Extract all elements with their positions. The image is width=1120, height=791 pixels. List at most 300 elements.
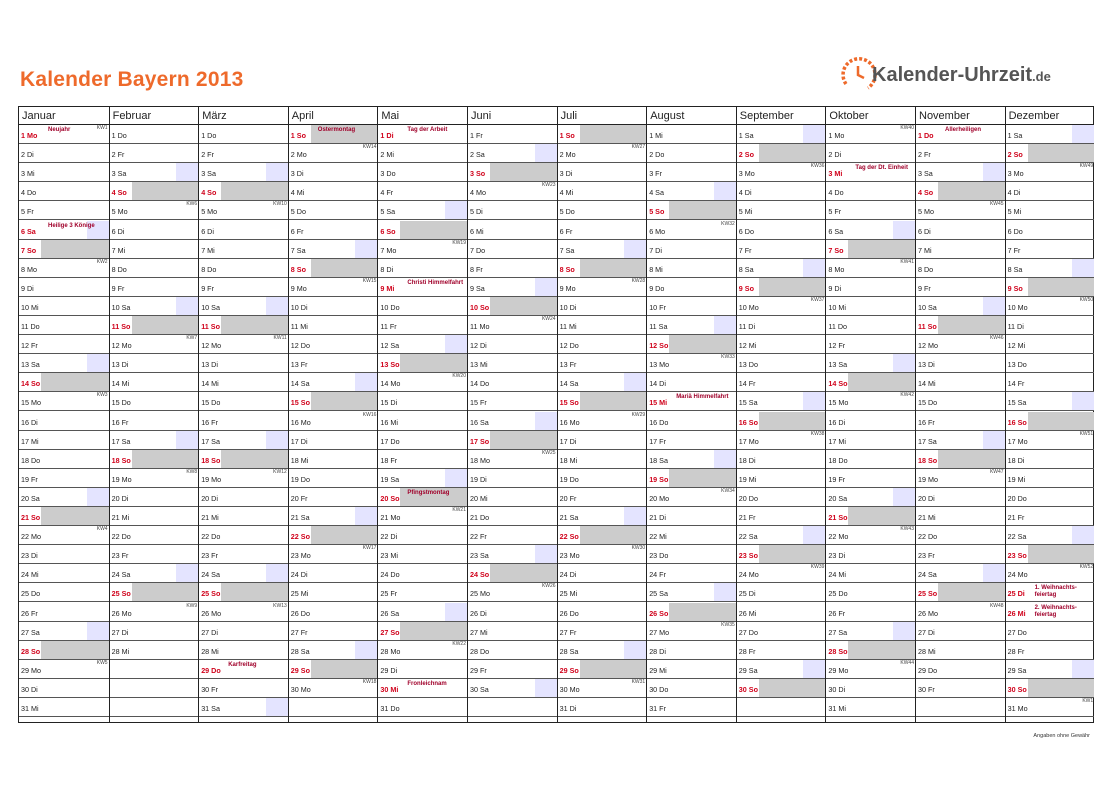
day-cell[interactable] xyxy=(647,240,736,259)
day-cell[interactable] xyxy=(110,373,199,392)
day-cell[interactable] xyxy=(468,259,557,278)
day-cell[interactable] xyxy=(378,144,467,163)
day-cell[interactable] xyxy=(19,469,109,488)
day-cell[interactable] xyxy=(916,603,1005,622)
day-cell[interactable] xyxy=(647,392,736,411)
day-cell[interactable] xyxy=(826,392,915,411)
day-cell[interactable] xyxy=(916,641,1005,660)
day-cell[interactable] xyxy=(378,354,467,373)
day-cell[interactable] xyxy=(558,163,647,182)
day-cell[interactable] xyxy=(468,163,557,182)
day-cell[interactable] xyxy=(19,163,109,182)
day-cell[interactable] xyxy=(19,450,109,469)
day-cell[interactable] xyxy=(19,392,109,411)
day-cell[interactable] xyxy=(289,221,378,240)
day-cell[interactable] xyxy=(110,622,199,641)
day-cell[interactable] xyxy=(737,583,826,602)
day-cell[interactable] xyxy=(19,545,109,564)
day-cell[interactable] xyxy=(289,564,378,583)
day-cell[interactable] xyxy=(378,373,467,392)
day-cell[interactable] xyxy=(468,221,557,240)
day-cell[interactable] xyxy=(558,144,647,163)
day-cell[interactable] xyxy=(289,125,378,144)
day-cell[interactable] xyxy=(199,297,288,316)
day-cell[interactable] xyxy=(826,144,915,163)
day-cell[interactable] xyxy=(378,450,467,469)
day-cell[interactable] xyxy=(737,373,826,392)
day-cell[interactable] xyxy=(199,545,288,564)
day-cell[interactable] xyxy=(378,240,467,259)
day-cell[interactable] xyxy=(199,240,288,259)
day-cell[interactable] xyxy=(19,125,109,144)
day-cell[interactable] xyxy=(737,221,826,240)
day-cell[interactable] xyxy=(110,354,199,373)
day-cell[interactable] xyxy=(289,545,378,564)
day-cell[interactable] xyxy=(289,278,378,297)
day-cell[interactable] xyxy=(737,469,826,488)
day-cell[interactable] xyxy=(826,469,915,488)
day-cell[interactable] xyxy=(1006,297,1095,316)
day-cell[interactable] xyxy=(19,335,109,354)
day-cell[interactable] xyxy=(378,622,467,641)
day-cell[interactable] xyxy=(199,259,288,278)
day-cell[interactable] xyxy=(110,240,199,259)
day-cell[interactable] xyxy=(19,564,109,583)
day-cell[interactable] xyxy=(468,240,557,259)
day-cell[interactable] xyxy=(199,182,288,201)
day-cell[interactable] xyxy=(737,545,826,564)
day-cell[interactable] xyxy=(110,316,199,335)
day-cell[interactable] xyxy=(826,488,915,507)
day-cell[interactable] xyxy=(468,564,557,583)
day-cell[interactable] xyxy=(1006,373,1095,392)
day-cell[interactable] xyxy=(737,201,826,220)
day-cell[interactable] xyxy=(19,201,109,220)
day-cell[interactable] xyxy=(826,182,915,201)
day-cell[interactable] xyxy=(19,354,109,373)
day-cell[interactable] xyxy=(647,507,736,526)
day-cell[interactable] xyxy=(468,144,557,163)
day-cell[interactable] xyxy=(1006,622,1095,641)
day-cell[interactable] xyxy=(916,564,1005,583)
day-cell[interactable] xyxy=(468,373,557,392)
day-cell[interactable] xyxy=(468,469,557,488)
day-cell[interactable] xyxy=(737,431,826,450)
day-cell[interactable] xyxy=(826,201,915,220)
day-cell[interactable] xyxy=(558,354,647,373)
day-cell[interactable] xyxy=(19,240,109,259)
day-cell[interactable] xyxy=(110,545,199,564)
day-cell[interactable] xyxy=(199,698,288,717)
day-cell[interactable] xyxy=(1006,163,1095,182)
day-cell[interactable] xyxy=(558,660,647,679)
day-cell[interactable] xyxy=(558,450,647,469)
day-cell[interactable] xyxy=(826,545,915,564)
day-cell[interactable] xyxy=(558,564,647,583)
day-cell[interactable] xyxy=(378,564,467,583)
day-cell[interactable] xyxy=(826,259,915,278)
day-cell[interactable] xyxy=(468,412,557,431)
day-cell[interactable] xyxy=(110,641,199,660)
day-cell[interactable] xyxy=(289,240,378,259)
day-cell[interactable] xyxy=(558,698,647,717)
day-cell[interactable] xyxy=(110,392,199,411)
day-cell[interactable] xyxy=(110,488,199,507)
day-cell[interactable] xyxy=(826,125,915,144)
day-cell[interactable] xyxy=(647,660,736,679)
day-cell[interactable] xyxy=(468,431,557,450)
day-cell[interactable] xyxy=(199,583,288,602)
day-cell[interactable] xyxy=(647,335,736,354)
day-cell[interactable] xyxy=(558,526,647,545)
day-cell[interactable] xyxy=(737,507,826,526)
day-cell[interactable] xyxy=(826,335,915,354)
day-cell[interactable] xyxy=(199,469,288,488)
day-cell[interactable] xyxy=(289,660,378,679)
day-cell[interactable] xyxy=(110,125,199,144)
day-cell[interactable] xyxy=(199,526,288,545)
day-cell[interactable] xyxy=(826,278,915,297)
day-cell[interactable] xyxy=(110,564,199,583)
day-cell[interactable] xyxy=(647,583,736,602)
day-cell[interactable] xyxy=(1006,698,1095,717)
day-cell[interactable] xyxy=(916,373,1005,392)
day-cell[interactable] xyxy=(199,450,288,469)
day-cell[interactable] xyxy=(826,221,915,240)
day-cell[interactable] xyxy=(1006,679,1095,698)
day-cell[interactable] xyxy=(916,125,1005,144)
day-cell[interactable] xyxy=(737,144,826,163)
day-cell[interactable] xyxy=(199,201,288,220)
day-cell[interactable] xyxy=(558,469,647,488)
day-cell[interactable] xyxy=(737,450,826,469)
day-cell[interactable] xyxy=(289,201,378,220)
day-cell[interactable] xyxy=(558,622,647,641)
day-cell[interactable] xyxy=(826,603,915,622)
day-cell[interactable] xyxy=(558,392,647,411)
day-cell[interactable] xyxy=(1006,278,1095,297)
day-cell[interactable] xyxy=(826,316,915,335)
day-cell[interactable] xyxy=(110,412,199,431)
day-cell[interactable] xyxy=(289,469,378,488)
day-cell[interactable] xyxy=(110,163,199,182)
day-cell[interactable] xyxy=(110,297,199,316)
day-cell[interactable] xyxy=(826,297,915,316)
day-cell[interactable] xyxy=(110,221,199,240)
day-cell[interactable] xyxy=(916,660,1005,679)
day-cell[interactable] xyxy=(647,297,736,316)
day-cell[interactable] xyxy=(468,392,557,411)
day-cell[interactable] xyxy=(916,182,1005,201)
day-cell[interactable] xyxy=(1006,259,1095,278)
day-cell[interactable] xyxy=(468,450,557,469)
day-cell[interactable] xyxy=(19,278,109,297)
day-cell[interactable] xyxy=(468,488,557,507)
day-cell[interactable] xyxy=(647,679,736,698)
day-cell[interactable] xyxy=(19,641,109,660)
day-cell[interactable] xyxy=(647,603,736,622)
day-cell[interactable] xyxy=(737,125,826,144)
day-cell[interactable] xyxy=(199,335,288,354)
day-cell[interactable] xyxy=(1006,641,1095,660)
day-cell[interactable] xyxy=(826,641,915,660)
day-cell[interactable] xyxy=(916,545,1005,564)
day-cell[interactable] xyxy=(199,507,288,526)
day-cell[interactable] xyxy=(558,412,647,431)
day-cell[interactable] xyxy=(19,583,109,602)
day-cell[interactable] xyxy=(1006,450,1095,469)
day-cell[interactable] xyxy=(916,278,1005,297)
day-cell[interactable] xyxy=(916,469,1005,488)
day-cell[interactable] xyxy=(647,698,736,717)
day-cell[interactable] xyxy=(289,412,378,431)
day-cell[interactable] xyxy=(647,450,736,469)
day-cell[interactable] xyxy=(558,373,647,392)
day-cell[interactable] xyxy=(558,221,647,240)
day-cell[interactable] xyxy=(647,221,736,240)
day-cell[interactable] xyxy=(199,354,288,373)
day-cell[interactable] xyxy=(1006,316,1095,335)
day-cell[interactable] xyxy=(558,182,647,201)
day-cell[interactable] xyxy=(289,182,378,201)
day-cell[interactable] xyxy=(199,622,288,641)
day-cell[interactable] xyxy=(737,392,826,411)
day-cell[interactable] xyxy=(199,660,288,679)
day-cell[interactable] xyxy=(826,450,915,469)
day-cell[interactable] xyxy=(199,641,288,660)
day-cell[interactable] xyxy=(558,278,647,297)
day-cell[interactable] xyxy=(1006,660,1095,679)
day-cell[interactable] xyxy=(558,316,647,335)
day-cell[interactable] xyxy=(199,144,288,163)
day-cell[interactable] xyxy=(647,564,736,583)
day-cell[interactable] xyxy=(826,526,915,545)
day-cell[interactable] xyxy=(199,488,288,507)
day-cell[interactable] xyxy=(378,679,467,698)
day-cell[interactable] xyxy=(378,507,467,526)
day-cell[interactable] xyxy=(289,679,378,698)
day-cell[interactable] xyxy=(826,431,915,450)
day-cell[interactable] xyxy=(378,392,467,411)
day-cell[interactable] xyxy=(378,412,467,431)
day-cell[interactable] xyxy=(916,221,1005,240)
day-cell[interactable] xyxy=(647,412,736,431)
day-cell[interactable] xyxy=(1006,240,1095,259)
day-cell[interactable] xyxy=(378,660,467,679)
day-cell[interactable] xyxy=(19,316,109,335)
day-cell[interactable] xyxy=(826,163,915,182)
day-cell[interactable] xyxy=(199,373,288,392)
day-cell[interactable] xyxy=(647,201,736,220)
day-cell[interactable] xyxy=(916,622,1005,641)
day-cell[interactable] xyxy=(647,641,736,660)
day-cell[interactable] xyxy=(378,545,467,564)
day-cell[interactable] xyxy=(289,641,378,660)
day-cell[interactable] xyxy=(826,373,915,392)
day-cell[interactable] xyxy=(289,507,378,526)
site-logo[interactable] xyxy=(832,52,1082,98)
day-cell[interactable] xyxy=(19,221,109,240)
day-cell[interactable] xyxy=(1006,201,1095,220)
day-cell[interactable] xyxy=(826,622,915,641)
day-cell[interactable] xyxy=(916,240,1005,259)
day-cell[interactable] xyxy=(110,469,199,488)
day-cell[interactable] xyxy=(110,335,199,354)
day-cell[interactable] xyxy=(916,354,1005,373)
day-cell[interactable] xyxy=(558,583,647,602)
day-cell[interactable] xyxy=(199,412,288,431)
day-cell[interactable] xyxy=(1006,469,1095,488)
day-cell[interactable] xyxy=(737,278,826,297)
day-cell[interactable] xyxy=(378,297,467,316)
day-cell[interactable] xyxy=(916,392,1005,411)
day-cell[interactable] xyxy=(558,259,647,278)
day-cell[interactable] xyxy=(737,488,826,507)
day-cell[interactable] xyxy=(110,278,199,297)
day-cell[interactable] xyxy=(110,259,199,278)
day-cell[interactable] xyxy=(19,507,109,526)
day-cell[interactable] xyxy=(378,431,467,450)
day-cell[interactable] xyxy=(558,335,647,354)
day-cell[interactable] xyxy=(826,660,915,679)
day-cell[interactable] xyxy=(378,316,467,335)
day-cell[interactable] xyxy=(737,412,826,431)
day-cell[interactable] xyxy=(19,431,109,450)
day-cell[interactable] xyxy=(199,163,288,182)
day-cell[interactable] xyxy=(468,526,557,545)
day-cell[interactable] xyxy=(468,507,557,526)
day-cell[interactable] xyxy=(1006,603,1095,622)
day-cell[interactable] xyxy=(378,201,467,220)
day-cell[interactable] xyxy=(826,507,915,526)
day-cell[interactable] xyxy=(1006,412,1095,431)
day-cell[interactable] xyxy=(468,545,557,564)
day-cell[interactable] xyxy=(468,316,557,335)
day-cell[interactable] xyxy=(916,259,1005,278)
day-cell[interactable] xyxy=(826,354,915,373)
day-cell[interactable] xyxy=(558,679,647,698)
day-cell[interactable] xyxy=(289,354,378,373)
day-cell[interactable] xyxy=(737,660,826,679)
day-cell[interactable] xyxy=(378,641,467,660)
day-cell[interactable] xyxy=(289,583,378,602)
day-cell[interactable] xyxy=(558,507,647,526)
day-cell[interactable] xyxy=(737,564,826,583)
day-cell[interactable] xyxy=(737,622,826,641)
day-cell[interactable] xyxy=(647,125,736,144)
day-cell[interactable] xyxy=(558,431,647,450)
day-cell[interactable] xyxy=(916,526,1005,545)
day-cell[interactable] xyxy=(916,297,1005,316)
day-cell[interactable] xyxy=(737,297,826,316)
day-cell[interactable] xyxy=(916,412,1005,431)
day-cell[interactable] xyxy=(1006,564,1095,583)
day-cell[interactable] xyxy=(289,488,378,507)
day-cell[interactable] xyxy=(916,316,1005,335)
day-cell[interactable] xyxy=(19,412,109,431)
day-cell[interactable] xyxy=(737,240,826,259)
day-cell[interactable] xyxy=(19,144,109,163)
day-cell[interactable] xyxy=(378,259,467,278)
day-cell[interactable] xyxy=(468,603,557,622)
day-cell[interactable] xyxy=(19,526,109,545)
day-cell[interactable] xyxy=(468,622,557,641)
day-cell[interactable] xyxy=(378,583,467,602)
day-cell[interactable] xyxy=(826,412,915,431)
day-cell[interactable] xyxy=(647,144,736,163)
day-cell[interactable] xyxy=(558,603,647,622)
day-cell[interactable] xyxy=(1006,182,1095,201)
day-cell[interactable] xyxy=(19,259,109,278)
day-cell[interactable] xyxy=(289,431,378,450)
day-cell[interactable] xyxy=(378,488,467,507)
day-cell[interactable] xyxy=(737,354,826,373)
day-cell[interactable] xyxy=(378,163,467,182)
day-cell[interactable] xyxy=(1006,545,1095,564)
day-cell[interactable] xyxy=(468,679,557,698)
day-cell[interactable] xyxy=(289,335,378,354)
day-cell[interactable] xyxy=(1006,507,1095,526)
day-cell[interactable] xyxy=(1006,335,1095,354)
day-cell[interactable] xyxy=(1006,354,1095,373)
day-cell[interactable] xyxy=(916,431,1005,450)
day-cell[interactable] xyxy=(1006,488,1095,507)
day-cell[interactable] xyxy=(916,450,1005,469)
day-cell[interactable] xyxy=(19,698,109,717)
day-cell[interactable] xyxy=(558,545,647,564)
day-cell[interactable] xyxy=(19,488,109,507)
day-cell[interactable] xyxy=(19,182,109,201)
day-cell[interactable] xyxy=(199,564,288,583)
day-cell[interactable] xyxy=(1006,144,1095,163)
day-cell[interactable] xyxy=(378,469,467,488)
day-cell[interactable] xyxy=(199,431,288,450)
day-cell[interactable] xyxy=(199,221,288,240)
day-cell[interactable] xyxy=(199,125,288,144)
day-cell[interactable] xyxy=(468,278,557,297)
day-cell[interactable] xyxy=(468,182,557,201)
day-cell[interactable] xyxy=(558,125,647,144)
day-cell[interactable] xyxy=(468,583,557,602)
day-cell[interactable] xyxy=(737,335,826,354)
day-cell[interactable] xyxy=(826,240,915,259)
day-cell[interactable] xyxy=(647,316,736,335)
day-cell[interactable] xyxy=(737,259,826,278)
day-cell[interactable] xyxy=(468,354,557,373)
day-cell[interactable] xyxy=(19,297,109,316)
day-cell[interactable] xyxy=(19,622,109,641)
day-cell[interactable] xyxy=(468,641,557,660)
day-cell[interactable] xyxy=(916,488,1005,507)
day-cell[interactable] xyxy=(647,431,736,450)
day-cell[interactable] xyxy=(468,125,557,144)
day-cell[interactable] xyxy=(378,182,467,201)
day-cell[interactable] xyxy=(647,469,736,488)
day-cell[interactable] xyxy=(737,679,826,698)
day-cell[interactable] xyxy=(826,564,915,583)
day-cell[interactable] xyxy=(378,698,467,717)
day-cell[interactable] xyxy=(199,278,288,297)
day-cell[interactable] xyxy=(647,278,736,297)
day-cell[interactable] xyxy=(916,201,1005,220)
day-cell[interactable] xyxy=(1006,431,1095,450)
day-cell[interactable] xyxy=(110,144,199,163)
day-cell[interactable] xyxy=(826,698,915,717)
day-cell[interactable] xyxy=(19,603,109,622)
day-cell[interactable] xyxy=(916,679,1005,698)
day-cell[interactable] xyxy=(647,622,736,641)
day-cell[interactable] xyxy=(647,488,736,507)
